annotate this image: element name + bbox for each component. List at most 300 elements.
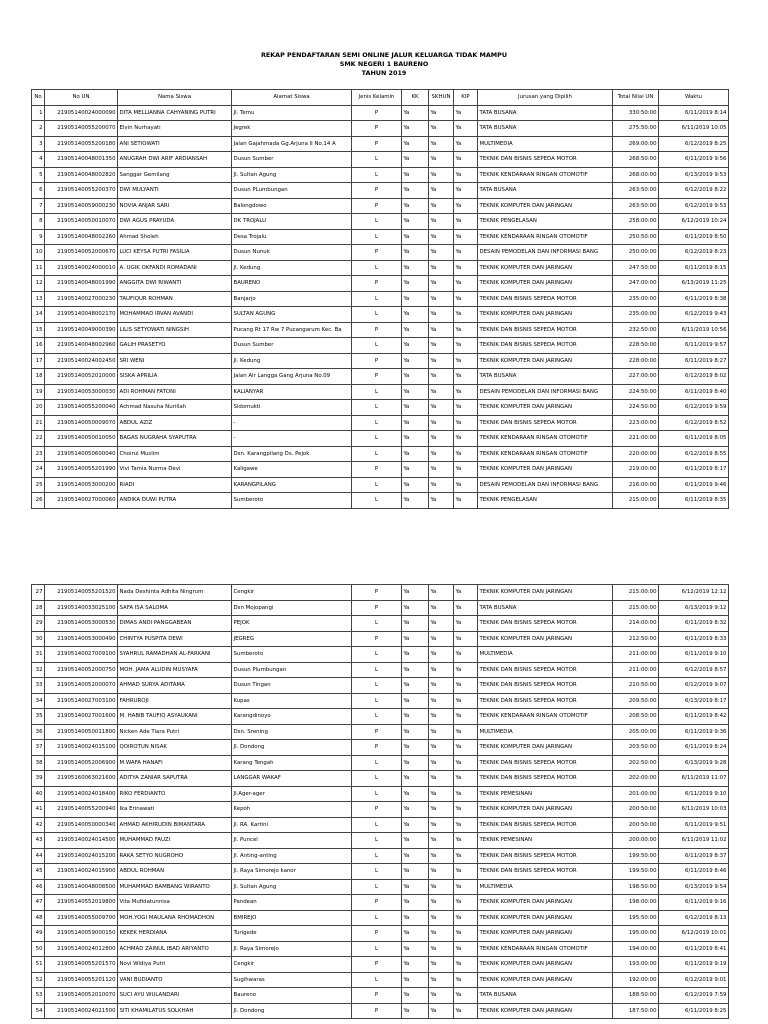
cell-no-un: 21905140024000010: [45, 260, 118, 276]
cell-jenis-kelamin: L: [352, 307, 402, 323]
cell-kk: Ya: [402, 864, 429, 880]
cell-jenis-kelamin: L: [352, 384, 402, 400]
cell-no-un: 21905140055009700: [45, 910, 118, 926]
cell-kip: Ya: [454, 848, 478, 864]
cell-skhun: Ya: [429, 214, 454, 230]
cell-jurusan: TEKNIK KOMPUTER DAN JARINGAN: [478, 926, 613, 942]
cell-jurusan: MULTIMEDIA: [478, 136, 613, 152]
cell-total-nilai-un: 199:50:00: [613, 848, 659, 864]
cell-jenis-kelamin: P: [352, 121, 402, 137]
cell-waktu: 6/12/2019 9:43: [659, 307, 729, 323]
cell-jurusan: TEKNIK KENDARAAN RINGAN OTOMOTIF: [478, 167, 613, 183]
cell-kk: Ya: [402, 136, 429, 152]
cell-jenis-kelamin: L: [352, 786, 402, 802]
table-row: [32, 183, 729, 199]
cell-kip: Ya: [454, 276, 478, 292]
cell-waktu: 6/12/2019 8:55: [659, 446, 729, 462]
cell-nama-siswa: FAHRUROJI: [118, 693, 232, 709]
cell-kk: Ya: [402, 957, 429, 973]
cell-waktu: 6/12/2019 12:12: [659, 585, 729, 601]
cell-alamat-siswa: Kaligawe: [232, 462, 352, 478]
cell-waktu: 6/12/2019 9:07: [659, 678, 729, 694]
cell-total-nilai-un: 203:50:00: [613, 740, 659, 756]
cell-nama-siswa: ABDUL AZIZ: [118, 415, 232, 431]
cell-jurusan: TEKNIK KENDARAAN RINGAN OTOMOTIF: [478, 446, 613, 462]
cell-alamat-siswa: Karang Tengah: [232, 755, 352, 771]
cell-jurusan: TEKNIK KOMPUTER DAN JARINGAN: [478, 802, 613, 818]
cell-no: 54: [32, 1003, 45, 1019]
cell-no: 21: [32, 415, 45, 431]
cell-kk: Ya: [402, 895, 429, 911]
cell-alamat-siswa: KALIANYAR: [232, 384, 352, 400]
cell-nama-siswa: Vita Mufidatunnisa: [118, 895, 232, 911]
table-row: [32, 600, 729, 616]
table-row: [32, 229, 729, 245]
cell-no: 10: [32, 245, 45, 261]
cell-skhun: Ya: [429, 802, 454, 818]
cell-alamat-siswa: Jl. Dondong: [232, 1003, 352, 1019]
cell-jenis-kelamin: L: [352, 229, 402, 245]
cell-alamat-siswa: Jl.Ager-ager: [232, 786, 352, 802]
cell-no: 23: [32, 446, 45, 462]
cell-no-un: 21905140024015900: [45, 864, 118, 880]
cell-waktu: 6/11/2019 9:36: [659, 724, 729, 740]
cell-kk: Ya: [402, 771, 429, 787]
cell-total-nilai-un: 250:00:00: [613, 245, 659, 261]
cell-kip: Ya: [454, 198, 478, 214]
cell-kk: Ya: [402, 662, 429, 678]
cell-kk: Ya: [402, 802, 429, 818]
cell-skhun: Ya: [429, 709, 454, 725]
cell-nama-siswa: AHMAD SURYA ADITAMA: [118, 678, 232, 694]
cell-skhun: Ya: [429, 910, 454, 926]
cell-no-un: 21905140059000230: [45, 198, 118, 214]
table-row: [32, 1003, 729, 1019]
cell-no-un: 21905140048001990: [45, 276, 118, 292]
cell-kk: Ya: [402, 600, 429, 616]
cell-kk: Ya: [402, 260, 429, 276]
table-row: [32, 771, 729, 787]
cell-nama-siswa: NOVIA ANJAR SARI: [118, 198, 232, 214]
table-row: [32, 105, 729, 121]
cell-skhun: Ya: [429, 322, 454, 338]
cell-total-nilai-un: 235:00:00: [613, 291, 659, 307]
cell-waktu: 6/13/2019 9:12: [659, 600, 729, 616]
table-row: [32, 369, 729, 385]
cell-jenis-kelamin: P: [352, 183, 402, 199]
cell-skhun: Ya: [429, 229, 454, 245]
cell-jenis-kelamin: P: [352, 988, 402, 1004]
cell-nama-siswa: KEKEK HERDIANA: [118, 926, 232, 942]
cell-jenis-kelamin: L: [352, 400, 402, 416]
table-row: [32, 910, 729, 926]
cell-jenis-kelamin: P: [352, 802, 402, 818]
cell-alamat-siswa: Sugihwaras: [232, 972, 352, 988]
cell-jenis-kelamin: L: [352, 879, 402, 895]
cell-jurusan: TEKNIK KOMPUTER DAN JARINGAN: [478, 972, 613, 988]
cell-nama-siswa: Nada Deshinta Adhita Ningrum: [118, 585, 232, 601]
cell-skhun: Ya: [429, 167, 454, 183]
cell-kk: Ya: [402, 105, 429, 121]
cell-skhun: Ya: [429, 600, 454, 616]
cell-no: 9: [32, 229, 45, 245]
cell-jurusan: TATA BUSANA: [478, 105, 613, 121]
table-row: [32, 941, 729, 957]
cell-jenis-kelamin: L: [352, 167, 402, 183]
cell-no: 34: [32, 693, 45, 709]
cell-no: 24: [32, 462, 45, 478]
cell-jenis-kelamin: L: [352, 864, 402, 880]
cell-kk: Ya: [402, 276, 429, 292]
cell-total-nilai-un: 228:50:00: [613, 338, 659, 354]
cell-jenis-kelamin: L: [352, 833, 402, 849]
cell-waktu: 6/11/2019 8:17: [659, 462, 729, 478]
cell-no-un: 21905140048002170: [45, 307, 118, 323]
header-waktu: Waktu: [659, 90, 729, 106]
cell-total-nilai-un: 210:50:00: [613, 678, 659, 694]
cell-no-un: 21905140052010000: [45, 369, 118, 385]
cell-total-nilai-un: 223:00:00: [613, 415, 659, 431]
cell-alamat-siswa: Dusun Sumber: [232, 152, 352, 168]
table-row: [32, 400, 729, 416]
cell-skhun: Ya: [429, 446, 454, 462]
cell-skhun: Ya: [429, 369, 454, 385]
cell-jurusan: TEKNIK DAN BISNIS SEPEDA MOTOR: [478, 616, 613, 632]
cell-skhun: Ya: [429, 462, 454, 478]
cell-jurusan: TEKNIK DAN BISNIS SEPEDA MOTOR: [478, 322, 613, 338]
cell-jurusan: TEKNIK KOMPUTER DAN JARINGAN: [478, 585, 613, 601]
table-row: [32, 709, 729, 725]
cell-no: 40: [32, 786, 45, 802]
cell-total-nilai-un: 208:50:00: [613, 709, 659, 725]
cell-no-un: 21905140048008500: [45, 879, 118, 895]
cell-waktu: 6/12/2019 9:53: [659, 198, 729, 214]
cell-kip: Ya: [454, 647, 478, 663]
cell-no-un: 21905140055201990: [45, 462, 118, 478]
cell-no-un: 21905140050600040: [45, 446, 118, 462]
cell-kip: Ya: [454, 693, 478, 709]
cell-total-nilai-un: 275:50:00: [613, 121, 659, 137]
cell-no-un: 21905140055200070: [45, 121, 118, 137]
cell-jenis-kelamin: L: [352, 431, 402, 447]
cell-skhun: Ya: [429, 152, 454, 168]
cell-nama-siswa: SITI KHAMILATUS SOLKHAH: [118, 1003, 232, 1019]
cell-alamat-siswa: Dusun Nunuk: [232, 245, 352, 261]
cell-total-nilai-un: 215:00:00: [613, 493, 659, 509]
cell-no-un: 21905140033025100: [45, 600, 118, 616]
cell-no-un: 21905140053000200: [45, 477, 118, 493]
cell-no: 28: [32, 600, 45, 616]
cell-nama-siswa: ANGGITA DWI RIWANTI: [118, 276, 232, 292]
cell-kip: Ya: [454, 957, 478, 973]
cell-kip: Ya: [454, 260, 478, 276]
cell-no: 45: [32, 864, 45, 880]
cell-total-nilai-un: 200:50:00: [613, 802, 659, 818]
cell-no: 32: [32, 662, 45, 678]
cell-kk: Ya: [402, 941, 429, 957]
cell-alamat-siswa: Sumberoto: [232, 493, 352, 509]
cell-kip: Ya: [454, 415, 478, 431]
cell-no-un: 21905140055200370: [45, 183, 118, 199]
cell-kip: Ya: [454, 307, 478, 323]
cell-no: 51: [32, 957, 45, 973]
cell-kk: Ya: [402, 198, 429, 214]
cell-jenis-kelamin: P: [352, 369, 402, 385]
table-row: [32, 446, 729, 462]
cell-jenis-kelamin: P: [352, 600, 402, 616]
table-row: [32, 786, 729, 802]
cell-jurusan: TEKNIK KOMPUTER DAN JARINGAN: [478, 957, 613, 973]
cell-jenis-kelamin: P: [352, 105, 402, 121]
cell-alamat-siswa: Pucang Rt 17 Rw 7 Pucangarum Kec. Ba: [232, 322, 352, 338]
cell-kk: Ya: [402, 972, 429, 988]
cell-kk: Ya: [402, 121, 429, 137]
cell-jurusan: MULTIMEDIA: [478, 724, 613, 740]
table-row: [32, 477, 729, 493]
cell-jenis-kelamin: P: [352, 895, 402, 911]
cell-jurusan: TEKNIK KOMPUTER DAN JARINGAN: [478, 400, 613, 416]
cell-no-un: 21905140050010070: [45, 214, 118, 230]
cell-waktu: 6/11/2019 8:27: [659, 353, 729, 369]
cell-nama-siswa: DITA MELLIANNA CAHYANING PUTRI: [118, 105, 232, 121]
cell-nama-siswa: GALIH PRASETYO: [118, 338, 232, 354]
cell-nama-siswa: Novi Widiya Putri: [118, 957, 232, 973]
cell-jurusan: TEKNIK DAN BISNIS SEPEDA MOTOR: [478, 848, 613, 864]
cell-skhun: Ya: [429, 353, 454, 369]
cell-kk: Ya: [402, 848, 429, 864]
cell-alamat-siswa: KARANGPILANG: [232, 477, 352, 493]
cell-total-nilai-un: 188:50:00: [613, 988, 659, 1004]
cell-no: 13: [32, 291, 45, 307]
cell-waktu: 6/11/2019 11:02: [659, 833, 729, 849]
cell-waktu: 6/11/2019 11:07: [659, 771, 729, 787]
cell-total-nilai-un: 247:50:00: [613, 260, 659, 276]
cell-waktu: 6/12/2019 8:02: [659, 369, 729, 385]
cell-waktu: 6/11/2019 8:24: [659, 740, 729, 756]
cell-jurusan: TEKNIK DAN BISNIS SEPEDA MOTOR: [478, 662, 613, 678]
cell-waktu: 6/11/2019 8:05: [659, 431, 729, 447]
table-row: [32, 895, 729, 911]
cell-no: 43: [32, 833, 45, 849]
cell-skhun: Ya: [429, 740, 454, 756]
cell-skhun: Ya: [429, 879, 454, 895]
cell-nama-siswa: DWI MULYANTI: [118, 183, 232, 199]
cell-jenis-kelamin: L: [352, 152, 402, 168]
cell-waktu: 6/13/2019 11:25: [659, 276, 729, 292]
cell-jurusan: TEKNIK DAN BISNIS SEPEDA MOTOR: [478, 338, 613, 354]
cell-total-nilai-un: 232:50:00: [613, 322, 659, 338]
cell-no: 3: [32, 136, 45, 152]
cell-waktu: 6/11/2019 9:16: [659, 895, 729, 911]
table-header-row: [32, 90, 729, 106]
cell-alamat-siswa: Jl. Sultan Agung: [232, 879, 352, 895]
cell-nama-siswa: RIADI: [118, 477, 232, 493]
cell-kip: Ya: [454, 431, 478, 447]
document-title: REKAP PENDAFTARAN SEMI ONLINE JALUR KELUARGA TIDAK MAMPU: [260, 51, 508, 59]
cell-waktu: 6/11/2019 9:57: [659, 338, 729, 354]
cell-alamat-siswa: Dusun Plumbungan: [232, 662, 352, 678]
cell-no: 7: [32, 198, 45, 214]
cell-nama-siswa: Vivi Tamia Nurma Devi: [118, 462, 232, 478]
cell-waktu: 6/11/2019 8:33: [659, 631, 729, 647]
cell-jenis-kelamin: P: [352, 198, 402, 214]
cell-no-un: 21905140055201570: [45, 957, 118, 973]
cell-nama-siswa: ACHMAD ZAINUL IBAD ARIYANTO: [118, 941, 232, 957]
cell-alamat-siswa: Karangdinoyo: [232, 709, 352, 725]
table-body-page2: [32, 585, 729, 1019]
cell-jenis-kelamin: P: [352, 353, 402, 369]
cell-jurusan: TEKNIK DAN BISNIS SEPEDA MOTOR: [478, 864, 613, 880]
table-row: [32, 167, 729, 183]
cell-jurusan: TATA BUSANA: [478, 988, 613, 1004]
table-row: [32, 136, 729, 152]
cell-nama-siswa: AHMAD AKHIRUDIN BIMANTARA: [118, 817, 232, 833]
cell-alamat-siswa: Kupas: [232, 693, 352, 709]
cell-waktu: 6/11/2019 8:42: [659, 709, 729, 725]
cell-alamat-siswa: LANGGAR WAKAF: [232, 771, 352, 787]
cell-kk: Ya: [402, 740, 429, 756]
cell-nama-siswa: RAKA SETYO NUGROHO: [118, 848, 232, 864]
cell-total-nilai-un: 228:00:00: [613, 353, 659, 369]
header-nama-siswa: Nama Siswa: [118, 90, 232, 106]
cell-skhun: Ya: [429, 833, 454, 849]
cell-total-nilai-un: 194:00:00: [613, 941, 659, 957]
cell-kk: Ya: [402, 988, 429, 1004]
cell-no: 46: [32, 879, 45, 895]
cell-kk: Ya: [402, 616, 429, 632]
cell-waktu: 6/12/2019 8:52: [659, 415, 729, 431]
cell-skhun: Ya: [429, 276, 454, 292]
cell-waktu: 6/11/2019 8:35: [659, 493, 729, 509]
cell-skhun: Ya: [429, 957, 454, 973]
cell-no: 38: [32, 755, 45, 771]
cell-no-un: 21905140048001350: [45, 152, 118, 168]
cell-alamat-siswa: Sidomukti: [232, 400, 352, 416]
cell-kk: Ya: [402, 152, 429, 168]
cell-total-nilai-un: 195:00:00: [613, 926, 659, 942]
cell-no: 50: [32, 941, 45, 957]
table-row: [32, 322, 729, 338]
cell-jenis-kelamin: L: [352, 260, 402, 276]
cell-kk: Ya: [402, 477, 429, 493]
cell-jurusan: TEKNIK KOMPUTER DAN JARINGAN: [478, 740, 613, 756]
cell-total-nilai-un: 200:00:00: [613, 833, 659, 849]
cell-no: 48: [32, 910, 45, 926]
cell-kk: Ya: [402, 693, 429, 709]
table-row: [32, 802, 729, 818]
cell-total-nilai-un: 268:50:00: [613, 152, 659, 168]
cell-alamat-siswa: Dsn. Srening: [232, 724, 352, 740]
table-row: [32, 848, 729, 864]
table-row: [32, 662, 729, 678]
cell-no: 31: [32, 647, 45, 663]
cell-jenis-kelamin: L: [352, 678, 402, 694]
cell-alamat-siswa: -: [232, 415, 352, 431]
cell-skhun: Ya: [429, 121, 454, 137]
cell-no-un: 21905140024015200: [45, 848, 118, 864]
cell-no: 5: [32, 167, 45, 183]
cell-jenis-kelamin: L: [352, 662, 402, 678]
cell-jurusan: TEKNIK DAN BISNIS SEPEDA MOTOR: [478, 152, 613, 168]
cell-no-un: 21905140055201120: [45, 972, 118, 988]
cell-alamat-siswa: Dusun Tingan: [232, 678, 352, 694]
cell-no: 17: [32, 353, 45, 369]
cell-no: 41: [32, 802, 45, 818]
table-row: [32, 384, 729, 400]
cell-no-un: 21905140048002260: [45, 229, 118, 245]
cell-no: 33: [32, 678, 45, 694]
cell-kk: Ya: [402, 585, 429, 601]
cell-nama-siswa: Choirul Muslim: [118, 446, 232, 462]
cell-kk: Ya: [402, 338, 429, 354]
cell-total-nilai-un: 247:00:00: [613, 276, 659, 292]
cell-skhun: Ya: [429, 662, 454, 678]
cell-skhun: Ya: [429, 631, 454, 647]
cell-nama-siswa: RIKO FERDIANTO: [118, 786, 232, 802]
cell-jurusan: TEKNIK DAN BISNIS SEPEDA MOTOR: [478, 755, 613, 771]
cell-total-nilai-un: 214:00:00: [613, 616, 659, 632]
cell-alamat-siswa: Cengkir: [232, 585, 352, 601]
cell-no: 15: [32, 322, 45, 338]
cell-kip: Ya: [454, 291, 478, 307]
cell-no-un: 21905140053000030: [45, 384, 118, 400]
cell-no: 25: [32, 477, 45, 493]
cell-nama-siswa: SRI WENI: [118, 353, 232, 369]
cell-nama-siswa: MOHAMMAD IRVAN AVANDI: [118, 307, 232, 323]
cell-nama-siswa: TAUFIQUR ROHMAN: [118, 291, 232, 307]
cell-jurusan: TEKNIK KENDARAAN RINGAN OTOMOTIF: [478, 709, 613, 725]
cell-jurusan: TEKNIK DAN BISNIS SEPEDA MOTOR: [478, 291, 613, 307]
cell-skhun: Ya: [429, 477, 454, 493]
cell-waktu: 6/11/2019 8:40: [659, 384, 729, 400]
cell-kip: Ya: [454, 926, 478, 942]
cell-jenis-kelamin: P: [352, 136, 402, 152]
cell-no: 11: [32, 260, 45, 276]
cell-kip: Ya: [454, 941, 478, 957]
cell-kk: Ya: [402, 446, 429, 462]
cell-no-un: 21905140024014500: [45, 833, 118, 849]
cell-total-nilai-un: 205:00:00: [613, 724, 659, 740]
cell-total-nilai-un: 211:00:00: [613, 662, 659, 678]
cell-jenis-kelamin: L: [352, 616, 402, 632]
cell-no: 22: [32, 431, 45, 447]
cell-waktu: 6/11/2019 9:10: [659, 786, 729, 802]
cell-kip: Ya: [454, 121, 478, 137]
cell-skhun: Ya: [429, 755, 454, 771]
cell-no-un: 21905140024015100: [45, 740, 118, 756]
cell-skhun: Ya: [429, 136, 454, 152]
cell-waktu: 6/11/2019 8:37: [659, 848, 729, 864]
cell-jenis-kelamin: L: [352, 910, 402, 926]
cell-no-un: 21905140053000490: [45, 631, 118, 647]
cell-skhun: Ya: [429, 1003, 454, 1019]
cell-jenis-kelamin: L: [352, 848, 402, 864]
cell-total-nilai-un: 193:00:00: [613, 957, 659, 973]
cell-nama-siswa: MOH. JAMA ALUDIN MUSYAFA: [118, 662, 232, 678]
cell-nama-siswa: SISKA APRILIA: [118, 369, 232, 385]
table-row: [32, 338, 729, 354]
cell-nama-siswa: ANDIKA DUWI PUTRA: [118, 493, 232, 509]
cell-no: 19: [32, 384, 45, 400]
cell-alamat-siswa: Jl. Anting-anting: [232, 848, 352, 864]
cell-no-un: 21905140024018400: [45, 786, 118, 802]
table-row: [32, 415, 729, 431]
registration-table: [31, 89, 729, 509]
cell-nama-siswa: M.WAFA HANAFI: [118, 755, 232, 771]
cell-nama-siswa: BAGAS NUGRAHA SYAPUTRA: [118, 431, 232, 447]
cell-alamat-siswa: Baureno: [232, 988, 352, 1004]
cell-no: 20: [32, 400, 45, 416]
